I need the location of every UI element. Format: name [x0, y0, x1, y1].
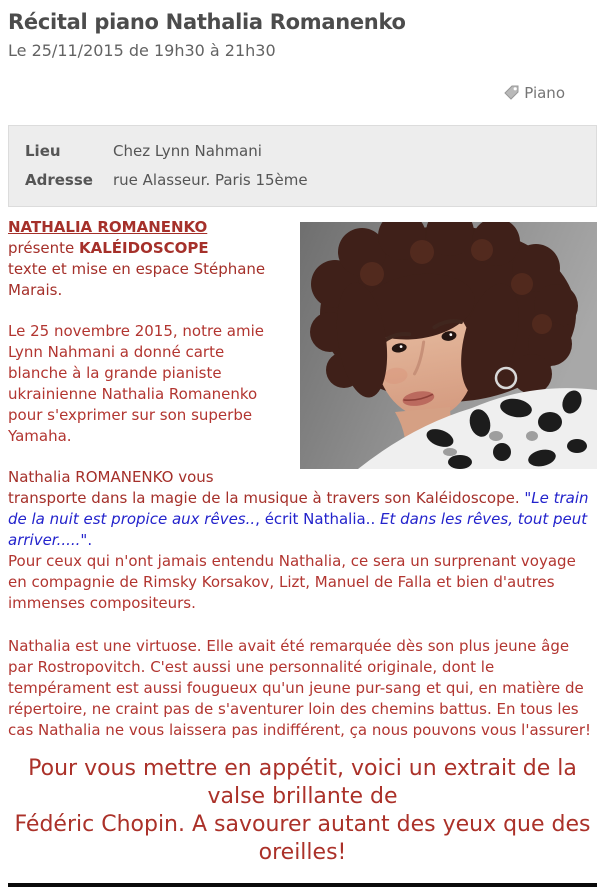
info-row-lieu	[25, 137, 580, 166]
paragraph-virtuose: Nathalia est une virtuose. Elle avait été remarquée dès son plus jeune âge par Rostropovitch. C'est aussi une personnalité originale, dont le tempérament est aussi fougueux qu'un jeune pur-sang et qui, en matière de répertoire, ne craint pas de s'aventurer loin des chemins battus. En tous les cas Nathalia ne vous laissera pas indifférent, ça nous pouvons vous l'assurer!	[8, 637, 592, 739]
adresse-value: rue Alasseur. Paris 15ème	[113, 171, 308, 189]
staging-credit: texte et mise en espace Stéphane Marais.	[8, 260, 266, 299]
quote-tail: .	[87, 531, 93, 549]
quote-italic-2: Et dans les rêves, tout peut arriver....."	[8, 510, 588, 549]
presente-text: présente	[8, 239, 80, 257]
venue-info-box	[8, 125, 597, 207]
video-player-strip[interactable]	[8, 883, 597, 887]
kaleidoscope-title: KALÉIDOSCOPE	[79, 239, 209, 257]
quote-italic-1: "Le train de la nuit est propice aux rêves..	[8, 489, 589, 528]
outro-line-2: Fédéric Chopin. A savourer autant des yeux que des oreilles!	[14, 812, 591, 865]
event-date: Le 25/11/2015 de 19h30 à 21h30	[8, 41, 276, 60]
category-tag[interactable]: Piano	[524, 84, 565, 102]
lieu-value: Chez Lynn Nahmani	[113, 142, 262, 160]
adresse-label: Adresse	[25, 171, 93, 189]
tag-icon	[504, 86, 519, 104]
category-row	[8, 84, 597, 104]
article-body	[8, 217, 597, 867]
portrait-photo	[300, 222, 597, 469]
lieu-label: Lieu	[25, 142, 61, 160]
transport-text: Nathalia ROMANENKO vous transporte dans la magie de la musique à travers son Kaléidoscope.	[8, 468, 525, 507]
quote-attribution: , écrit Nathalia..	[255, 510, 380, 528]
artist-name-link[interactable]: NATHALIA ROMANENKO	[8, 218, 208, 236]
outro-announcement	[8, 755, 597, 867]
paragraph-voyage: Pour ceux qui n'ont jamais entendu Nathalia, ce sera un surprenant voyage en compagnie de Rimsky Korsakov, Lizt, Manuel de Falla et bien d'autres immenses compositeurs.	[8, 552, 576, 612]
outro-line-1: Pour vous mettre en appétit, voici un extrait de la valse brillante de	[28, 756, 577, 809]
page-title: Récital piano Nathalia Romanenko	[8, 10, 406, 34]
paragraph-kaleidoscope-quote	[8, 467, 597, 551]
paragraph-carte-blanche: Le 25 novembre 2015, notre amie Lynn Nahmani a donné carte blanche à la grande pianiste ukrainienne Nathalia Romanenko pour s'exprimer sur son superbe Yamaha.	[8, 322, 265, 445]
info-row-adresse	[25, 166, 580, 195]
